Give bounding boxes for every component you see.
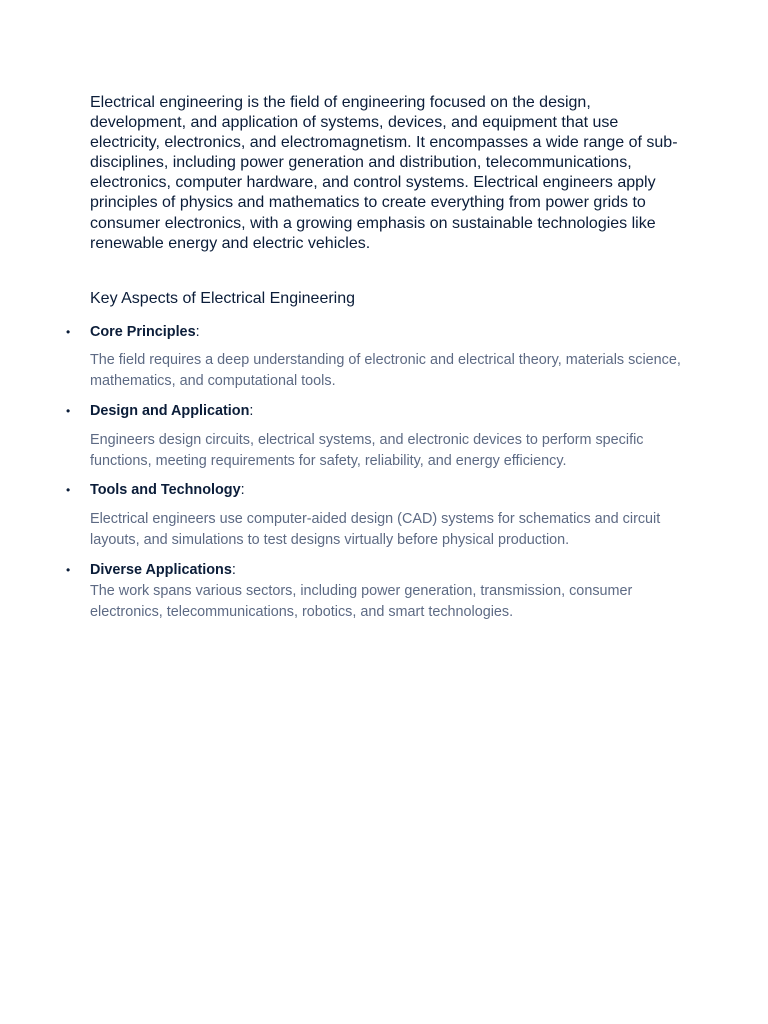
item-description: The work spans various sectors, including power generation, transmission, consumer electronics, telecommunications, robotics, and smart technologies. <box>90 583 633 620</box>
item-title-suffix: : <box>249 403 254 419</box>
item-title-bold: Core Principles <box>90 324 196 340</box>
item-title-bold: Design and Application <box>90 403 250 419</box>
intro-paragraph: Electrical engineering is the field of engineering focused on the design, development, and application of systems, devices, and equipment that use electricity, electronics, and electromagnetism. It encompasses a wide range of sub-disciplines, including power generation and distribution, telecommunications, electronics, computer hardware, and control systems. Electrical engineers apply principles of physics and mathematics to create everything from power grids to consumer electronics, with a growing emphasis on sustainable technologies like renewable energy and electric vehicles. <box>90 94 678 252</box>
item-title-bold: Diverse Applications <box>90 562 232 578</box>
item-title-suffix: : <box>195 324 200 340</box>
item-title <box>90 480 245 500</box>
item-description: Electrical engineers use computer-aided design (CAD) systems for schematics and circuit layouts, and simulations to test designs virtually before physical production. <box>90 511 661 548</box>
item-title <box>90 401 253 421</box>
item-description: The field requires a deep understanding of electronic and electrical theory, materials science, mathematics, and computational tools. <box>90 352 681 389</box>
bullet-icon: • <box>66 483 71 497</box>
item-title-suffix: : <box>240 482 245 498</box>
section-heading: Key Aspects of Electrical Engineering <box>90 290 356 307</box>
bullet-icon: • <box>66 325 71 339</box>
bullet-icon: • <box>66 404 71 418</box>
bullet-icon: • <box>66 563 71 577</box>
item-title-suffix: : <box>231 562 236 578</box>
item-title <box>90 560 236 580</box>
item-title-bold: Tools and Technology <box>90 482 241 498</box>
item-description: Engineers design circuits, electrical systems, and electronic devices to perform specific functions, meeting requirements for safety, reliability, and energy efficiency. <box>90 432 644 469</box>
item-title <box>90 322 200 342</box>
